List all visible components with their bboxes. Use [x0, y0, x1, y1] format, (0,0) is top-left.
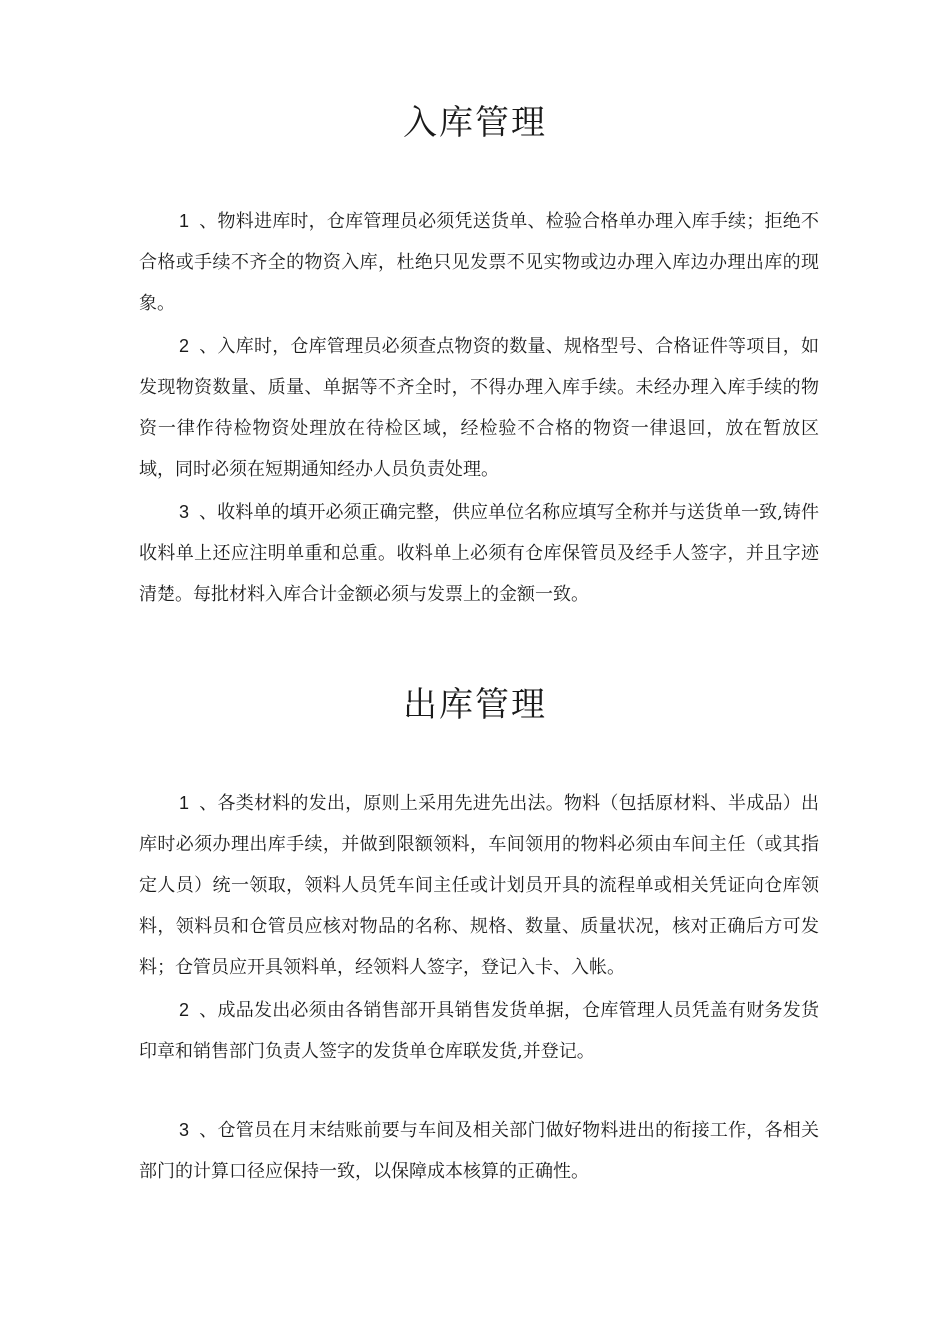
- item-number: 2: [179, 336, 190, 356]
- item-number: 1: [179, 211, 190, 231]
- item-number: 1: [179, 793, 190, 813]
- item-text: 、入库时，仓库管理员必须查点物资的数量、规格型号、合格证件等项目，如发现物资数量、质量、单据等不齐全时，不得办理入库手续。未经办理入库手续的物资一律作待检物资处理放在待检区域，经检验不合格的物资一律退回，放在暂放区域，同时必须在短期通知经办人员负责处理。: [139, 336, 819, 480]
- outbound-item-3: [139, 1110, 819, 1192]
- outbound-item-2: [139, 990, 819, 1072]
- inbound-item-3: [139, 492, 819, 615]
- item-text: 、收料单的填开必须正确完整，供应单位名称应填写全称并与送货单一致,铸件收料单上还应注明单重和总重。收料单上必须有仓库保管员及经手人签字，并且字迹清楚。每批材料入库合计金额必须与发票上的金额一致。: [139, 502, 819, 605]
- inbound-item-2: [139, 326, 819, 490]
- item-number: 3: [179, 1120, 190, 1140]
- item-number: 3: [179, 502, 190, 522]
- section-title-inbound: 入库管理: [403, 103, 547, 143]
- outbound-item-1: [139, 783, 819, 988]
- section-title-outbound: 出库管理: [403, 685, 547, 725]
- item-text: 、成品发出必须由各销售部开具销售发货单据，仓库管理人员凭盖有财务发货印章和销售部门负责人签字的发货单仓库联发货,并登记。: [139, 1000, 819, 1062]
- item-number: 2: [179, 1000, 190, 1020]
- item-text: 、物料进库时，仓库管理员必须凭送货单、检验合格单办理入库手续；拒绝不合格或手续不齐全的物资入库，杜绝只见发票不见实物或边办理入库边办理出库的现象。: [139, 211, 819, 314]
- item-text: 、各类材料的发出，原则上采用先进先出法。物料（包括原材料、半成品）出库时必须办理出库手续，并做到限额领料，车间领用的物料必须由车间主任（或其指定人员）统一领取，领料人员凭车间主任或计划员开具的流程单或相关凭证向仓库领料，领料员和仓管员应核对物品的名称、规格、数量、质量状况，核对正确后方可发料；仓管员应开具领料单，经领料人签字，登记入卡、入帐。: [139, 793, 819, 978]
- inbound-item-1: [139, 201, 819, 324]
- item-text: 、仓管员在月末结账前要与车间及相关部门做好物料进出的衔接工作，各相关部门的计算口径应保持一致，以保障成本核算的正确性。: [139, 1120, 819, 1182]
